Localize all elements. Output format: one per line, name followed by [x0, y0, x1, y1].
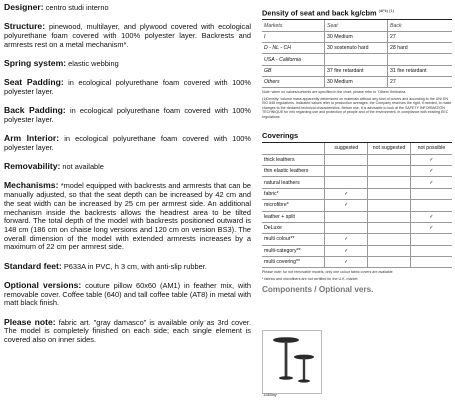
spec-feet: Standard feet: P633A in PVC, h 3 cm, with anti-slip rubber.: [4, 260, 207, 271]
coverings-note: Please note: for not removable models, only one colour fabric covers are available: [262, 270, 393, 275]
col-seat: Seat: [325, 20, 388, 31]
density-title: Density of seat and back kg/cbm $^{(dFk) (1)}$: [262, 8, 452, 20]
spec-optional: Optional versions: couture pillow 60x60 (AM1) in feather mix, with removable cover. Coffee table (640) and tall coffee table (AT8) in metal with matt black finish.: [4, 279, 252, 308]
components-title: Components / Optional vers.: [262, 285, 374, 295]
table-header-row: [262, 20, 452, 31]
check-icon: ✓: [325, 245, 368, 256]
table-row: multi-category** ✓: [262, 245, 452, 256]
spec-designer: Designer: centro studi interno: [4, 2, 109, 12]
spec-mechanisms: Mechanisms: *model equipped with backrests and armrests that can be manually adjusted, so that the seat depth can be increased by 42 cm and the seat width can be increased by 25 cm per armrest side. An additional mechanism inside the backrests allows the headrest area to be tilted forward. The total depth of the model with backrests positioned outward is 148 cm (186 cm on chaise long versions and 120 cm on version BS3). The overall dimension of the model with extended armrests increases by a maximum of 22 cm per armrest side.: [4, 180, 251, 252]
col-suggested: suggested: [325, 143, 368, 154]
check-icon: ✓: [410, 222, 452, 233]
col-not-possible: not possible: [410, 143, 452, 154]
check-icon: [325, 154, 368, 165]
check-icon: ✓: [410, 211, 452, 222]
density-footnote: (1)Density: volume mass apparently determined on materials without any kind of covers and according to the UNI EN ISO 845 regulations. Indicated values refer to production averages, the Company reserves the right, if needed, to make changes to the declared technical characteristics. Before use, it is advisable to look at the SAFETY INFORMATION TECHNIQUE for info regarding use and protection of people and of the environment, in compliance with existing EEC regulations.: [262, 96, 452, 119]
table-row: thick leathers ✓: [262, 154, 452, 165]
spec-list: [4, 2, 251, 353]
check-icon: ✓: [410, 177, 452, 188]
check-icon: ✓: [410, 154, 452, 165]
check-icon: ✓: [410, 165, 452, 176]
coverings-footnote: * fabrics and microfibers are not certified for the U.K. market: [262, 276, 358, 281]
component-image: [262, 330, 322, 394]
spec-structure: Structure: pinewood, multilayer, and plywood covered with ecological polyurethane foam covered with 100% polyester layer. Backrests and armrests rest on a metal mechanism*.: [4, 21, 251, 49]
table-row: USA - California: [262, 54, 452, 65]
col-markets: Markets: [262, 20, 325, 31]
density-table: [262, 20, 452, 88]
table-row: I 30 Medium 27: [262, 31, 452, 42]
spec-removability: Removability: not available: [4, 161, 104, 172]
table-header-row: [262, 143, 452, 154]
table-row: D - NL - CH 30 sostenuto hard 28 hard: [262, 43, 452, 54]
table-row: multi covering** ✓: [262, 257, 452, 268]
table-row: leather + split ✓: [262, 211, 452, 222]
component-caption: 1188lay: [263, 392, 277, 397]
spec-seat-padding: Seat Padding: in ecological polyurethane foam covered with 100% polyester layer.: [4, 77, 251, 96]
table-row: DeLuxe ✓: [262, 222, 452, 233]
check-icon: ✓: [325, 200, 368, 211]
coverings-table: [262, 143, 452, 268]
table-row: microfibre* ✓: [262, 200, 452, 211]
table-row: GB 37 fire retardant 31 fire retardant: [262, 65, 452, 76]
table-row: multi colour** ✓: [262, 234, 452, 245]
check-icon: ✓: [325, 234, 368, 245]
table-row: natural leathers ✓: [262, 177, 452, 188]
coverings-title: Coverings: [262, 131, 452, 143]
spec-arm-interior: Arm Interior: in ecological polyurethane foam covered with 100% polyester layer.: [4, 133, 251, 152]
col-not-suggested: not suggested: [368, 143, 411, 154]
col-back: Back: [388, 20, 453, 31]
table-row: Others 30 Medium 27: [262, 76, 452, 87]
spec-spring: Spring system: elastic webbing: [4, 57, 119, 68]
density-note: Note: when no values/contents are specified in the chart, please refer to 'Others' field/area.: [262, 90, 407, 95]
right-column: [262, 8, 452, 294]
spec-back-padding: Back Padding: in ecological polyurethane foam covered with 100% polyester layer.: [4, 105, 251, 124]
table-row: thin elastic leathers ✓: [262, 165, 452, 176]
check-icon: ✓: [325, 188, 368, 199]
table-row: fabric* ✓: [262, 188, 452, 199]
check-icon: ✓: [325, 257, 368, 268]
coffee-table-icon: [263, 331, 321, 393]
spec-note: Please note: fabric art. "gray damasco" is available only as 3rd cover. The model is completely finished on each side; each single element is covered also on inner sides.: [4, 316, 251, 345]
